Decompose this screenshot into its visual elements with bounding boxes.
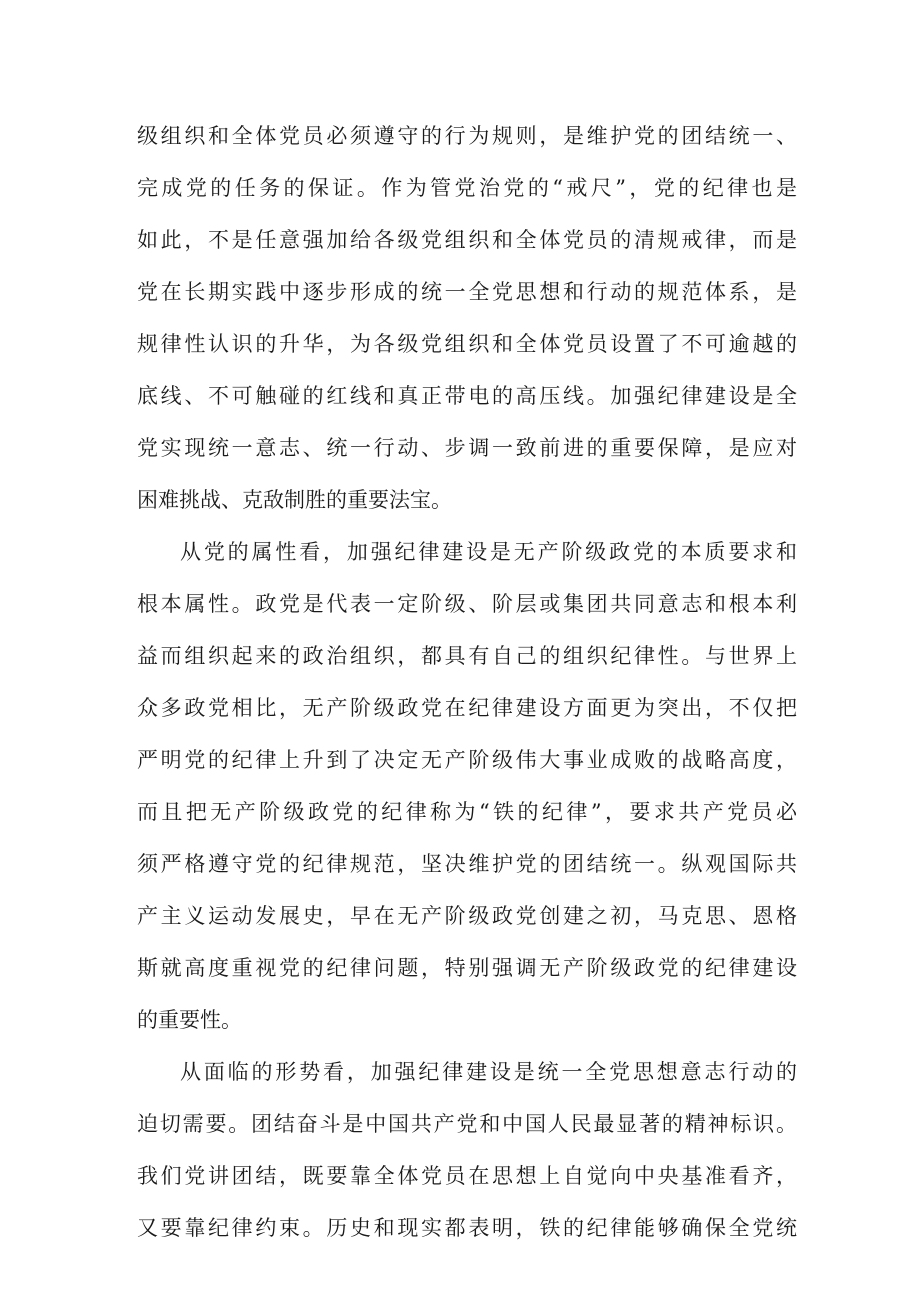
text-line: 严明党的纪律上升到了决定无产阶级伟大事业成败的战略高度， [137, 748, 797, 772]
text-line: 益而组织起来的政治组织，都具有自己的组织纪律性。与世界上 [137, 644, 797, 668]
text-line: 根本属性。政党是代表一定阶级、阶层或集团共同意志和根本利 [137, 592, 797, 616]
paragraph-first-line: 从党的属性看，加强纪律建设是无产阶级政党的本质要求和 [180, 540, 797, 564]
text-line: 困难挑战、克敌制胜的重要法宝。 [137, 488, 452, 512]
paragraph-first-line: 从面临的形势看，加强纪律建设是统一全党思想意志行动的 [180, 1060, 797, 1084]
text-line: 又要靠纪律约束。历史和现实都表明，铁的纪律能够确保全党统 [137, 1216, 797, 1240]
text-line: 党在长期实践中逐步形成的统一全党思想和行动的规范体系，是 [137, 280, 797, 304]
text-line: 规律性认识的升华，为各级党组织和全体党员设置了不可逾越的 [137, 332, 797, 356]
text-line: 产主义运动发展史，早在无产阶级政党创建之初，马克思、恩格 [137, 904, 797, 928]
text-line: 的重要性。 [137, 1008, 242, 1032]
text-line: 级组织和全体党员必须遵守的行为规则，是维护党的团结统一、 [137, 124, 797, 148]
text-line: 我们党讲团结，既要靠全体党员在思想上自觉向中央基准看齐， [137, 1164, 797, 1188]
text-line: 迫切需要。团结奋斗是中国共产党和中国人民最显著的精神标识。 [137, 1112, 797, 1136]
text-line: 众多政党相比，无产阶级政党在纪律建设方面更为突出，不仅把 [137, 696, 797, 720]
text-line: 党实现统一意志、统一行动、步调一致前进的重要保障，是应对 [137, 436, 797, 460]
text-line: 如此，不是任意强加给各级党组织和全体党员的清规戒律，而是 [137, 228, 797, 252]
text-line: 须严格遵守党的纪律规范，坚决维护党的团结统一。纵观国际共 [137, 852, 797, 876]
text-line: 底线、不可触碰的红线和真正带电的高压线。加强纪律建设是全 [137, 384, 797, 408]
text-line: 完成党的任务的保证。作为管党治党的“戒尺”，党的纪律也是 [137, 176, 797, 200]
text-line: 而且把无产阶级政党的纪律称为“铁的纪律”，要求共产党员必 [137, 800, 797, 824]
text-line: 斯就高度重视党的纪律问题，特别强调无产阶级政党的纪律建设 [137, 956, 797, 980]
